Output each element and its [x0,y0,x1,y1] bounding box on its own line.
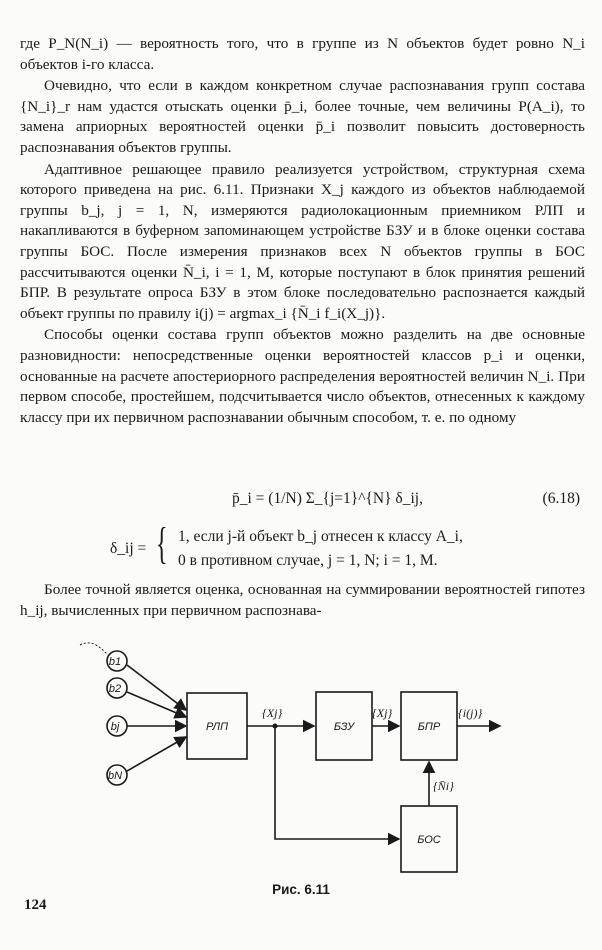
formula-delta-lhs: δ_ij = [110,540,147,557]
arrow-b2 [127,692,186,717]
block-label-rlp: РЛП [205,721,229,733]
signal-label-xj-2: {Xj} [372,706,393,720]
formula-6-18-body: p̄_i = (1/N) Σ_{j=1}^{N} δ_ij, [232,490,423,507]
paragraph-3: Адаптивное решающее правило реализуется устройством, структурная схема которого приведена на рис. 6.11. Признаки X_j каждого из объектов наблюдаемой группы b_j, j = 1, N, измеряются радиолокационным приемником РЛП и накапливаются в буферном запоминающем устройстве БЗУ и в блоке оценки состава группы БОС. После измерения признаков всех N объектов группы в БОС рассчитываются оценки N̄_i, i = 1, M, которые поступают в блок принятия решений БПР. В результате опроса БЗУ в этом блоке последовательно распознается каждый объект группы по правилу i(j) = argmax_i {N̄_i f_i(X_j)}. [20,160,585,322]
text-column [20,34,585,428]
block-label-bpr: БПР [417,721,441,733]
block-label-bzu: БЗУ [333,721,355,733]
text-column-bottom [20,580,585,621]
junction-dot [273,724,278,729]
page-number: 124 [24,897,47,913]
formula-6-18 [0,482,602,522]
formula-delta [110,519,590,580]
brace-icon: { [156,519,168,568]
arrow-b1 [127,665,186,710]
input-label-bn: bN [107,770,123,782]
input-label-b1: b1 [108,656,122,668]
input-label-bj: bj [110,721,120,733]
block-diagram [0,625,602,910]
figure-caption: Рис. 6.11 [272,882,330,897]
block-label-bos: БОС [417,834,441,846]
paragraph-1: где P_N(N_i) — вероятность того, что в группе из N объектов будет ровно N_i объектов i-го класса. [20,35,585,73]
paragraph-2: Очевидно, что если в каждом конкретном случае распознавания групп состава {N_i}_r нам удастся отыскать оценки p̄_i, более точные, чем величины P(A_i), то замена априорных вероятностей оценки p̄_i позволит повысить достоверность распознавания объектов группы. [20,77,585,156]
formula-delta-case-1: 1, если j-й объект b_j отнесен к классу A_i, [178,528,463,545]
formula-delta-case-2: 0 в противном случае, j = 1, N; i = 1, M. [178,552,438,569]
arrow-to-bos [275,726,399,839]
paragraph-5: Более точной является оценка, основанная на суммировании вероятностей гипотез h_ij, вычисленных при первичном распознава- [20,581,585,619]
wave-line [80,643,108,655]
input-label-b2: b2 [108,683,122,695]
signal-label-ni: {N̄i} [433,779,454,793]
signal-label-xj-1: {Xj} [262,706,283,720]
paragraph-4: Способы оценки состава групп объектов можно разделить на две основные разновидности: непосредственные оценки вероятностей классов p_i и оценки, основанные на расчете апостериорного распределения вероятностей величин N_i. При первом способе, простейшем, подсчитывается число объектов, отнесенных к каждому классу при их первичном распознавании обычным способом, т. е. по одному [20,326,585,426]
formula-number: (6.18) [542,490,580,507]
signal-label-output: {i(j)} [458,706,483,720]
arrow-bn [127,737,186,771]
